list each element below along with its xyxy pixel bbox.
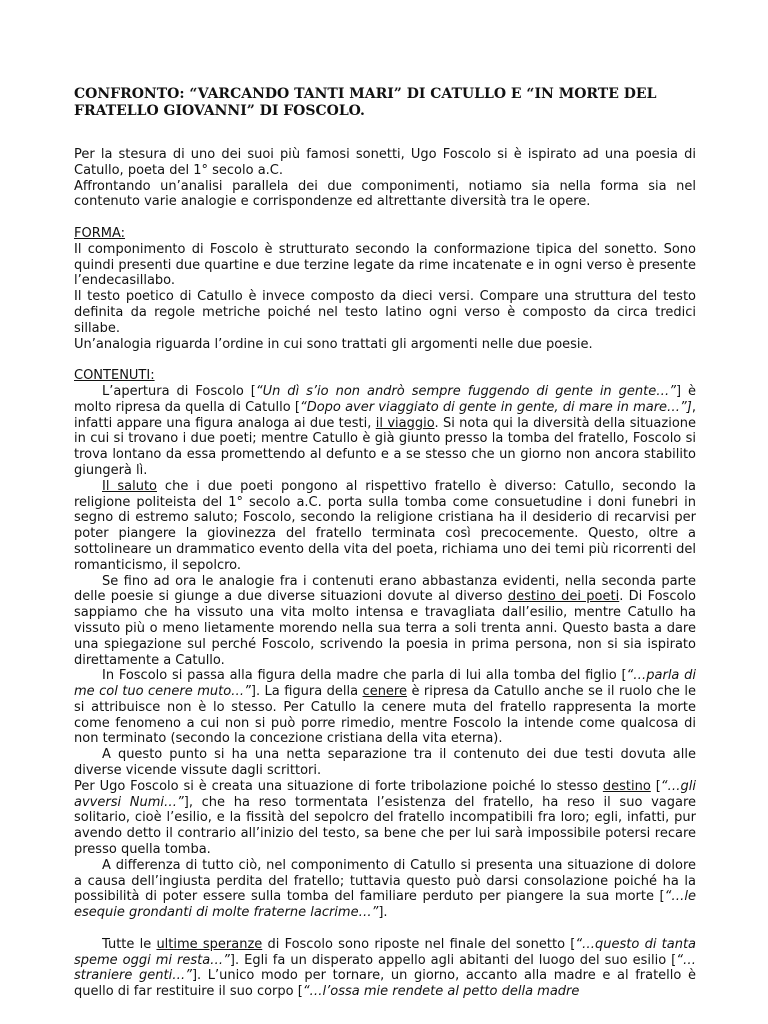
text-run: ]. Egli fa un disperato appello agli abitanti del luogo del suo esilio [ (229, 952, 677, 968)
text-run: ]. (378, 905, 388, 921)
text-run: Se fino ad ora le analogie fra i contenuti erano abbastanza evidenti, nella seconda parte delle poesie si giunge a due diverse situazioni dovute al diverso (74, 573, 696, 605)
document-body (74, 147, 696, 1000)
contenuti-paragraph-8 (74, 937, 696, 1000)
intro-paragraph-2: Affrontando un’analisi parallela dei due componimenti, notiamo sia nella forma sia nel contenuto varie analogie e corrispondenze ed altrettante diversità tra le opere. (74, 178, 696, 210)
contenuti-paragraph-7 (74, 858, 696, 921)
quote-avversi-numi: “…gli avversi Numi…” (74, 778, 696, 810)
text-run: Per Ugo Foscolo si è creata una situazione di forte tribolazione poiché lo stesso (74, 778, 603, 794)
intro-paragraph-1: Per la stesura di uno dei suoi più famosi sonetti, Ugo Foscolo si è ispirato ad una poesia di Catullo, poeta del 1° secolo a.C. (74, 147, 696, 178)
keyword-viaggio: il viaggio (375, 415, 435, 431)
quote-cenere-muto: “…parla di me col tuo cenere muto…” (74, 668, 696, 700)
text-run: In Foscolo si passa alla figura della madre che parla di lui alla tomba del figlio [ (102, 668, 627, 684)
spacer (74, 210, 696, 226)
spacer (74, 352, 696, 368)
keyword-ultime-speranze: ultime speranze (156, 936, 263, 952)
text-run: che i due poeti pongono al rispettivo fratello è diverso: Catullo, secondo la religione politeista del 1° secolo a.C. porta sulla tomba come consuetudine i doni funebri in segno di estremo saluto; Foscolo, secondo la religione cristiana ha il desiderio di recarvisi per poter piangere la giovinezza del fratello terminata così precocemente. Questo, oltre a sottolineare un drammatico evento della vita del poeta, richiama uno dei temi più ricorrenti del romanticismo, il sepolcro. (74, 478, 696, 573)
text-run: Tutte le (102, 936, 157, 952)
text-run: ] è molto ripresa da quella di Catullo [ (74, 383, 697, 415)
section-heading-contenuti: CONTENUTI: (74, 368, 155, 384)
contenuti-paragraph-2 (74, 479, 696, 574)
text-run: è ripresa da Catullo anche se il ruolo che le si attribuisce non è lo stesso. Per Catullo la cenere muta del fratello rappresenta la morte come fenomeno a cui non si può porre rimedio, mentre Foscolo la intende come qualcosa di non terminato (secondo la concezione cristiana della vita eterna). (74, 684, 696, 747)
quote-speme: “…questo di tanta speme oggi mi resta…” (74, 936, 697, 968)
forma-paragraph-2: Il testo poetico di Catullo è invece composto da dieci versi. Compare una struttura del testo definita da regole metriche poiché nel testo latino ogni verso è composto da circa tredici sillabe. (74, 289, 696, 336)
spacer (74, 921, 696, 937)
quote-ossa-mie: “…l’ossa mie rendete al petto della madre (302, 984, 580, 1000)
forma-paragraph-3: Un’analogia riguarda l’ordine in cui sono trattati gli argomenti nelle due poesie. (74, 336, 593, 352)
section-heading-forma: FORMA: (74, 225, 126, 241)
text-run: ]. L’unico modo per tornare, un giorno, accanto alla madre e al fratello è quello di far restituire il suo corpo [ (74, 968, 696, 1000)
forma-paragraph-1: Il componimento di Foscolo è strutturato secondo la conformazione tipica del sonetto. Sono quindi presenti due quartine e due terzine legate da rime incatenate e in ogni verso è presente l’endecasillabo. (74, 241, 696, 289)
quote-straniere-genti: “…straniere genti…” (74, 952, 696, 984)
keyword-destino-poeti: destino dei poeti (507, 589, 620, 605)
quote-foscolo: “Un dì s’io non andrò sempre fuggendo di gente in gente…” (255, 383, 676, 399)
contenuti-paragraph-5: A questo punto si ha una netta separazione tra il contenuto dei due testi dovuta alle diverse vicende vissute dagli scrittori. (74, 747, 696, 779)
text-run: , infatti appare una figura analoga ai due testi, (74, 399, 697, 431)
contenuti-paragraph-4 (74, 668, 696, 747)
text-run: di Foscolo sono riposte nel finale del sonetto [ (262, 936, 576, 952)
contenuti-paragraph-3 (74, 574, 696, 669)
document-title: CONFRONTO: “VARCANDO TANTI MARI” DI CATULLO E “IN MORTE DEL FRATELLO GIOVANNI” DI FOSCOLO. (74, 86, 657, 119)
text-run: L’apertura di Foscolo [ (102, 383, 256, 399)
quote-catullo: “Dopo aver viaggiato di gente in gente, di mare in mare…”] (299, 399, 692, 415)
text-run: ], che ha reso tormentata l’esistenza del fratello, ha reso il suo vagare solitario, cioè l’esilio, e la fissità del sepolcro del fratello incompatibili fra loro; egli, infatti, pur avendo detto il contrario all’inizio del testo, sa bene che per lui sarà impossibile potersi recare presso quella tomba. (74, 794, 697, 858)
contenuti-paragraph-1 (74, 384, 696, 479)
text-run: ]. La figura della (250, 684, 363, 700)
keyword-destino: destino (602, 778, 651, 794)
text-run: [ (650, 778, 661, 794)
text-run: . Si nota qui la diversità della situazione in cui si trovano i due poeti; mentre Catullo è già giunto presso la tomba del fratello, Foscolo si trova lontano da essa promettendo al defunto e a se stesso che un giorno non ancora stabilito giungerà lì. (74, 415, 697, 478)
keyword-saluto: Il saluto (102, 478, 158, 494)
text-run: . Di Foscolo sappiamo che ha vissuto una vita molto intensa e travagliata dall’esilio, mentre Catullo ha vissuto più o meno lietamente morendo nella sua terra a soli trenta anni. Questo basta a dare una spiegazione sul perché Foscolo, scrivendo la poesia in prima persona, non si sia ispirato direttamente a Catullo. (74, 589, 696, 668)
quote-esequie: “…le esequie grondanti di molte fraterne lacrime…” (74, 889, 696, 921)
contenuti-paragraph-6 (74, 779, 696, 858)
text-run: A differenza di tutto ciò, nel componimento di Catullo si presenta una situazione di dolore a causa dell’ingiusta perdita del fratello; tuttavia questo può darsi consolazione poiché ha la possibilità di poter essere sulla tomba del familiare perduto per piangere la sua morte [ (74, 857, 696, 905)
keyword-cenere: cenere (362, 684, 407, 700)
